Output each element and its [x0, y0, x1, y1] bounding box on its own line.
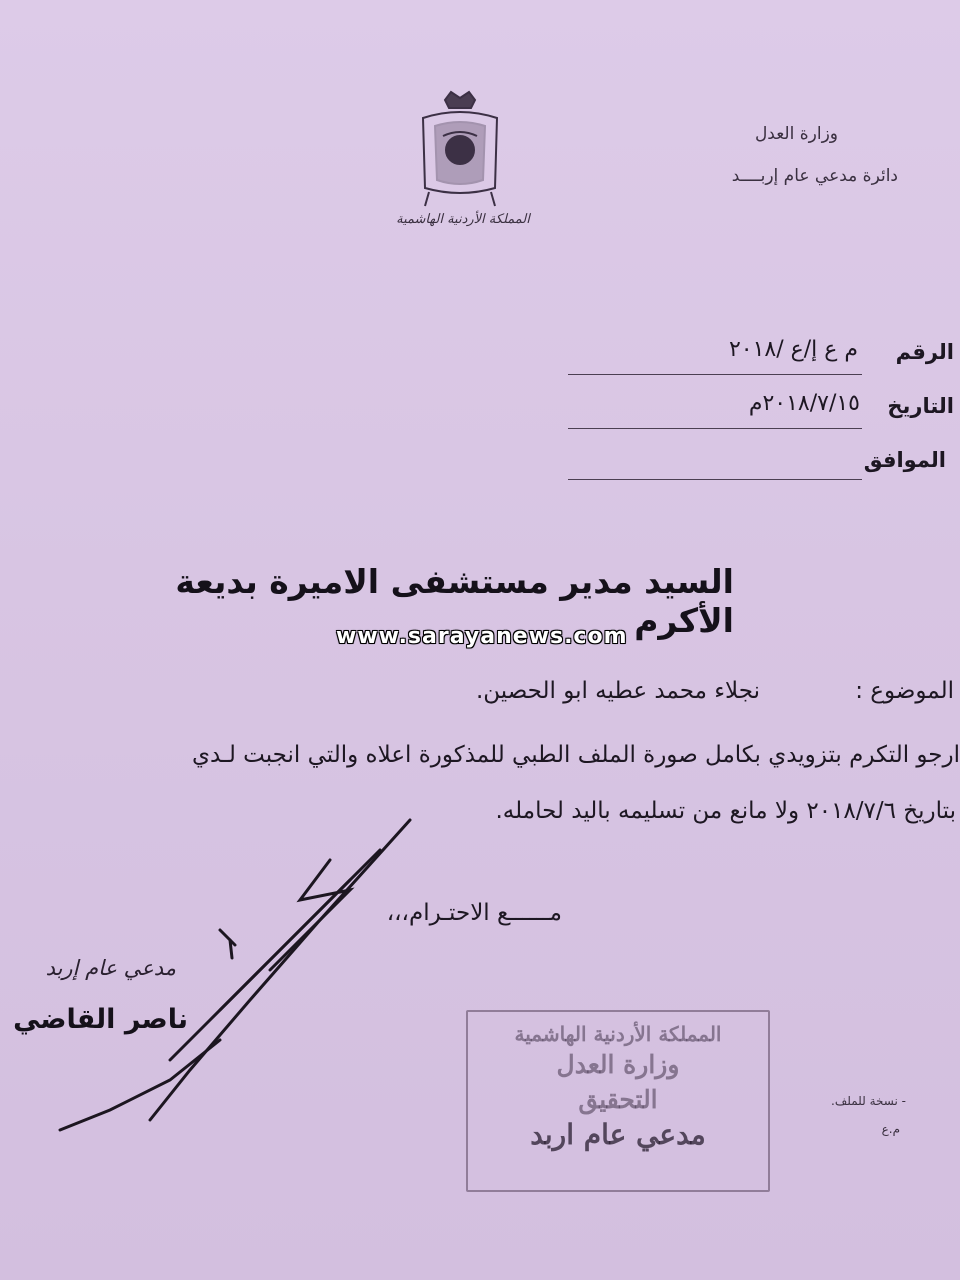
number-underline	[568, 374, 862, 375]
date-underline	[568, 428, 862, 429]
body-line-2: بتاريخ ٢٠١٨/٧/٦ ولا مانع من تسليمه باليد لحامله.	[495, 798, 956, 824]
stamp-line-2: وزارة العدل	[556, 1050, 680, 1079]
stamp-line-1: المملكة الأردنية الهاشمية	[514, 1022, 722, 1046]
copy-note: - نسخة للملف.	[831, 1094, 906, 1108]
number-label: الرقم	[895, 340, 954, 364]
signatory-name: ناصر القاضي	[13, 1004, 188, 1035]
number-value: م ع إ/ع /٢٠١٨	[728, 337, 858, 362]
department-name: دائرة مدعي عام إربــــد	[731, 166, 898, 186]
addressee: السيد مدير مستشفى الاميرة بديعة الأكرم	[175, 562, 734, 640]
official-stamp	[466, 1010, 770, 1192]
stamp-line-4: مدعي عام اربد	[530, 1118, 706, 1151]
date-value: ٢٠١٨/٧/١٥م	[748, 391, 860, 416]
corresponding-underline	[568, 479, 862, 480]
subject-value: نجلاء محمد عطيه ابو الحصين.	[475, 678, 760, 704]
subject-label: الموضوع :	[855, 678, 954, 704]
stamp-line-3: التحقيق	[578, 1085, 658, 1114]
signature	[20, 800, 440, 1140]
ministry-name: وزارة العدل	[754, 124, 838, 144]
signatory-title: مدعي عام إربد	[45, 956, 176, 980]
closing-text: مــــــع الاحتـرام،،،	[386, 900, 562, 926]
body-line-1: ارجو التكرم بتزويدي بكامل صورة الملف الطبي للمذكورة اعلاه والتي انجبت لـدي	[192, 742, 960, 768]
initials: م.ع	[881, 1122, 900, 1136]
corresponding-label: الموافق	[863, 448, 946, 472]
date-label: التاريخ	[887, 394, 954, 418]
emblem-text: المملكة الأردنية الهاشمية	[396, 212, 530, 227]
watermark: www.sarayanews.com	[336, 624, 628, 649]
